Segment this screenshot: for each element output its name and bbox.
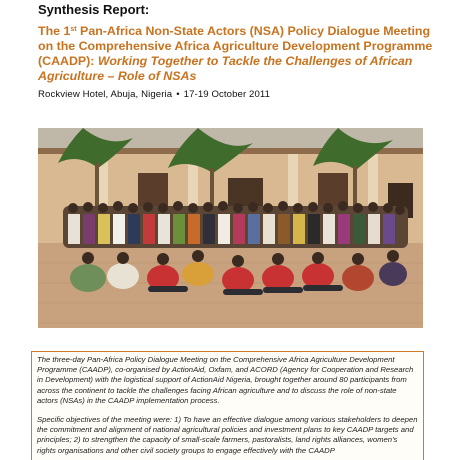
report-title bbox=[38, 24, 438, 84]
event-dates: 17-19 October 2011 bbox=[183, 89, 271, 100]
summary-paragraph-2: Specific objectives of the meeting were: 1) To have an effective dialogue among various stakeholders to deepen the commitment and alignment of national agricultural policies and investment plans to key CAADP targets and principles; 2) to strengthen the capacity of small-scale farmers, pastoralists, land rights alliances, women's rights organisations and other civil society groups to engage effectively with the CAADP bbox=[37, 415, 418, 455]
summary-paragraph-1: The three-day Pan-Africa Policy Dialogue Meeting on the Comprehensive Africa Agriculture Development Programme (CAADP), co-organised by ActionAid, Oxfam, and ACORD (Agency for Cooperation and Research in Development) with the logistical support of ActionAid Nigeria, brought together around 80 participants from across the continent to tackle the challenges facing African agriculture and to discuss the role of non-state actors (NSAs) in the CAADP implementation process. bbox=[37, 355, 414, 405]
summary-box bbox=[31, 351, 424, 460]
title-subtitle: Working Together to Tackle the Challenges of African Agriculture – Role of NSAs bbox=[38, 54, 413, 83]
group-photo bbox=[38, 128, 423, 328]
title-main: Pan-Africa Non-State Actors (NSA) Policy Dialogue Meeting on the Comprehensive Africa Agriculture Development Programme (CAADP): bbox=[38, 24, 433, 68]
group-photo-image bbox=[38, 128, 423, 328]
title-ordinal: st bbox=[70, 26, 77, 33]
title-prefix: The 1 bbox=[38, 24, 71, 38]
venue-bullet: • bbox=[176, 89, 180, 100]
report-label: Synthesis Report: bbox=[38, 2, 150, 17]
venue-name: Rockview Hotel, Abuja, Nigeria bbox=[38, 89, 173, 100]
venue-line bbox=[38, 89, 438, 100]
